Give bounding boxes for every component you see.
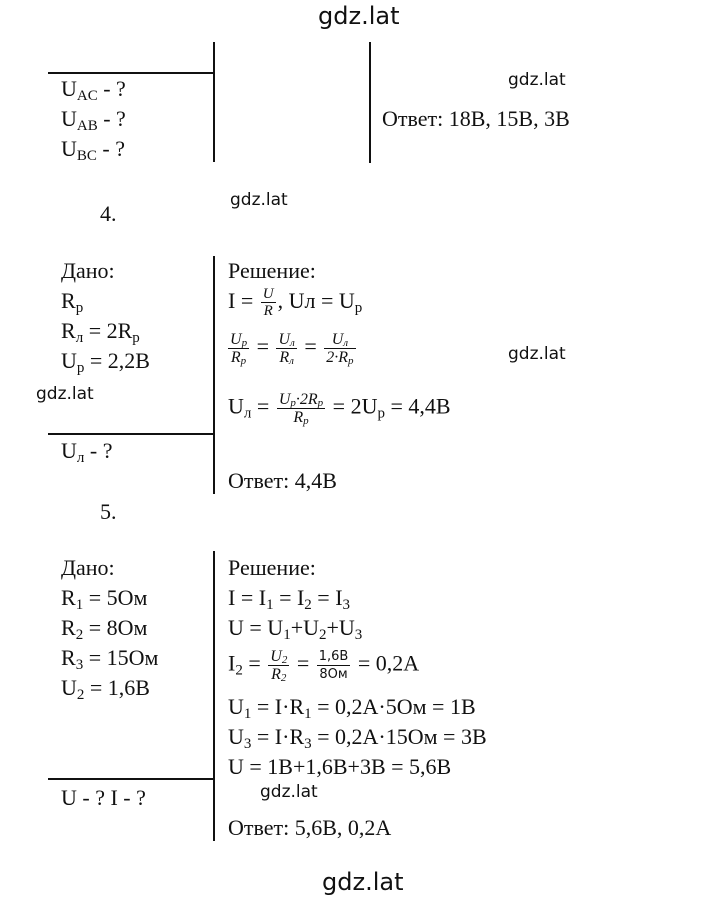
- given-line: $R_2 = 8Ом$: [61, 615, 148, 643]
- given-line: $U_р = 2,2В$: [61, 348, 150, 376]
- given-line: $R_3 = 15Ом$: [61, 645, 159, 673]
- watermark: gdz.lat: [260, 782, 318, 802]
- solution-line: $I_2$ = $\frac{U_2}{R_2}$ = $\frac{1,6В}{8Ом}$ = 0,2А: [228, 648, 420, 684]
- watermark-bottom: gdz.lat: [322, 868, 404, 896]
- given-title: Дано:: [61, 555, 115, 580]
- given-line: $U_2 = 1,6В$: [61, 675, 150, 703]
- answer-text: Ответ: 18В, 15В, 3В: [382, 106, 570, 131]
- solution-line: $U_3 = I\cdot R_3 = 0,2А\cdot 15Ом = 3В$: [228, 724, 487, 752]
- given-divider-vertical: [213, 42, 215, 162]
- find-line: $U_{AB}$ - ?: [61, 106, 126, 134]
- solution-line: I = $\frac{U}{R}$ , Uл = $U_р$: [228, 286, 363, 320]
- given-divider-horizontal: [48, 433, 214, 435]
- watermark: gdz.lat: [508, 344, 566, 364]
- given-line: $R_р$: [61, 288, 84, 316]
- find-line: $U_{AC}$ - ?: [61, 76, 126, 104]
- solution-title: Решение:: [228, 258, 316, 283]
- solution-line: $\frac{U_p}{R_p}$ = $\frac{U_л}{R_л}$ = $\frac{U_л}{2\cdot R_p}$: [230, 331, 354, 367]
- watermark-top: gdz.lat: [318, 2, 400, 30]
- find-line: $U_{BC}$ - ?: [61, 136, 125, 164]
- solution-line: U = 1В+1,6В+3В = 5,6В: [228, 754, 452, 779]
- watermark: gdz.lat: [230, 190, 288, 210]
- solution-divider-vertical: [369, 42, 371, 163]
- given-title: Дано:: [61, 258, 115, 283]
- given-line: $R_1 = 5Ом$: [61, 585, 148, 613]
- given-divider-vertical: [213, 551, 215, 841]
- solution-line: $U_1 = I\cdot R_1 = 0,2А\cdot 5Ом = 1В$: [228, 694, 476, 722]
- given-line: $R_л = 2R_р$: [61, 318, 140, 346]
- given-divider-horizontal: [48, 778, 214, 780]
- find-line: $U_л$ - ?: [61, 438, 113, 466]
- solution-line: $I = I_1 = I_2 = I_3$: [228, 585, 351, 613]
- given-divider-vertical: [213, 256, 215, 494]
- watermark: gdz.lat: [36, 384, 94, 404]
- find-line: U - ? I - ?: [61, 785, 146, 810]
- answer-text: Ответ: 5,6В, 0,2А: [228, 815, 392, 840]
- solution-line: $U_л$ = $\frac{U_p\cdot 2R_p}{R_p}$ = $2U_р = 4,4В$: [228, 391, 451, 427]
- problem-number: 4.: [100, 201, 117, 226]
- solution-title: Решение:: [228, 555, 316, 580]
- answer-text: Ответ: 4,4В: [228, 468, 337, 493]
- problem-number: 5.: [100, 499, 117, 524]
- watermark: gdz.lat: [508, 70, 566, 90]
- solution-line: $U = U_1+U_2+U_3$: [228, 615, 363, 643]
